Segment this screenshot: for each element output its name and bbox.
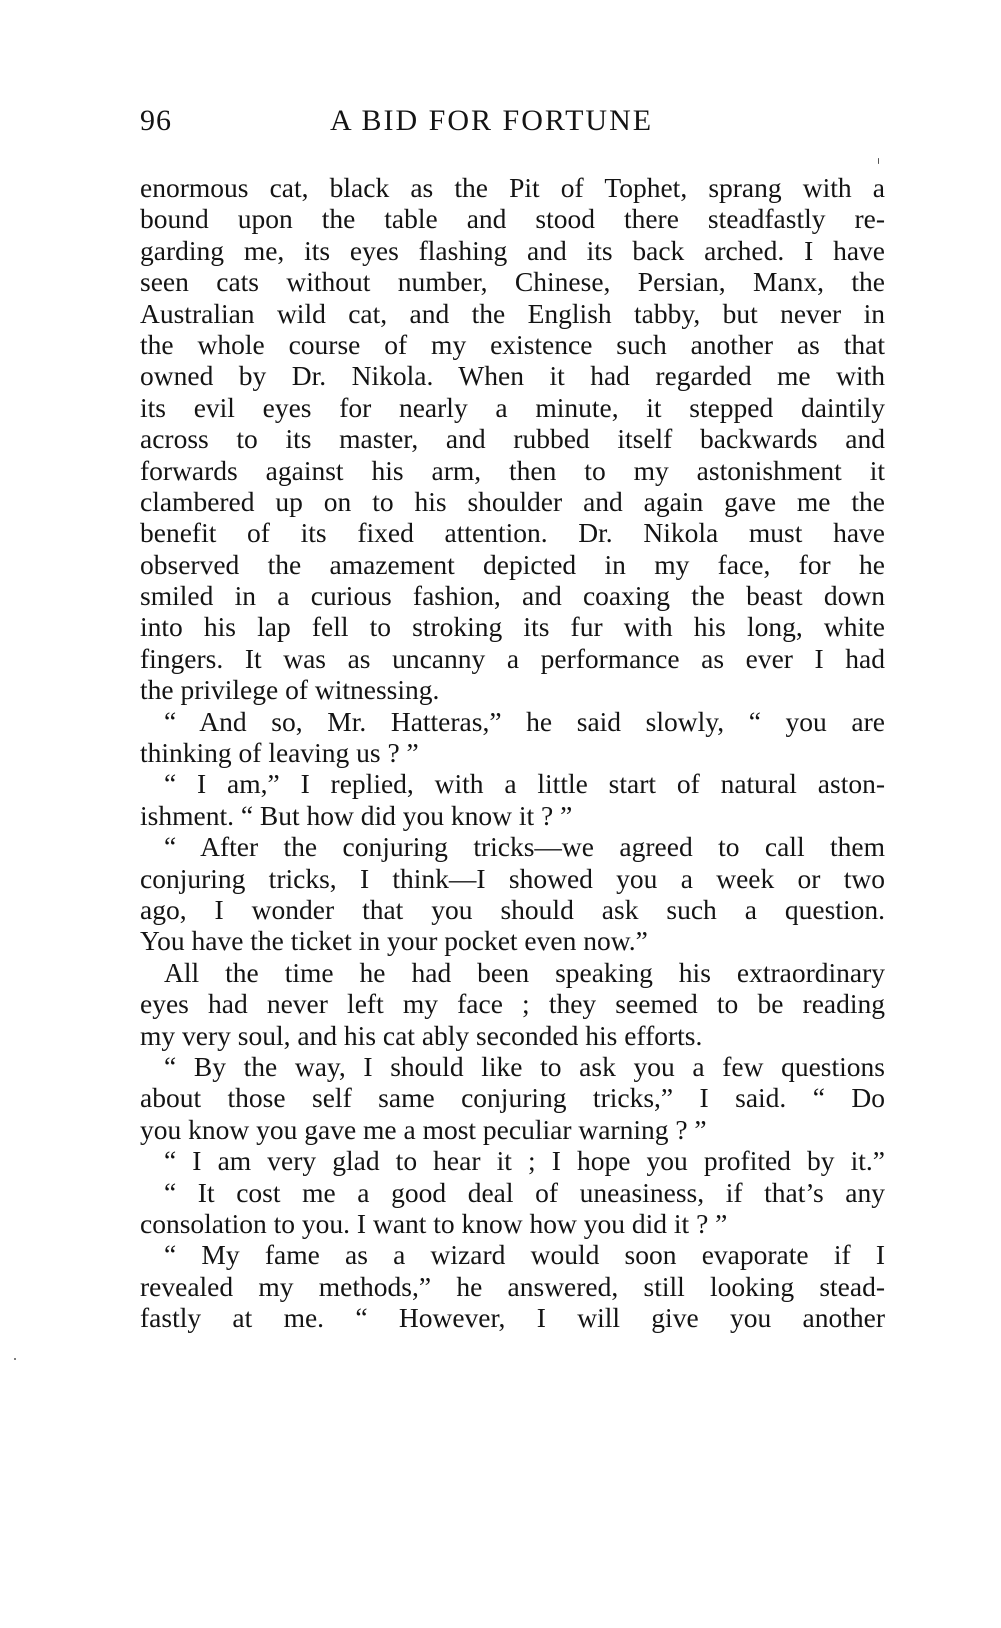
text-line: its evil eyes for nearly a minute, it stepped daintily bbox=[140, 391, 885, 423]
text-line: forwards against his arm, then to my astonishment it bbox=[140, 454, 885, 486]
text-line: fingers. It was as uncanny a performance as ever I had bbox=[140, 642, 885, 674]
text-line: my very soul, and his cat ably seconded his efforts. bbox=[140, 1019, 703, 1051]
text-line: into his lap fell to stroking its fur with his long, white bbox=[140, 611, 885, 643]
text-line: “ And so, Mr. Hatteras,” he said slowly, “ you are bbox=[164, 705, 885, 737]
text-line: “ By the way, I should like to ask you a few questions bbox=[164, 1050, 885, 1082]
text-line: across to its master, and rubbed itself backwards and bbox=[140, 423, 885, 455]
text-line: consolation to you. I want to know how you did it ? ” bbox=[140, 1207, 728, 1239]
text-line: owned by Dr. Nikola. When it had regarded me with bbox=[140, 360, 885, 392]
book-title: A BID FOR FORTUNE bbox=[330, 104, 654, 137]
text-line: observed the amazement depicted in my face, for he bbox=[140, 548, 885, 580]
text-line: seen cats without number, Chinese, Persian, Manx, the bbox=[140, 266, 885, 298]
text-line: You have the ticket in your pocket even now.” bbox=[140, 925, 648, 957]
running-head bbox=[140, 104, 885, 144]
scan-speck bbox=[878, 158, 879, 164]
text-line: ago, I wonder that you should ask such a question. bbox=[140, 893, 885, 925]
text-line: “ My fame as a wizard would soon evaporate if I bbox=[164, 1239, 885, 1271]
text-line: ishment. “ But how did you know it ? ” bbox=[140, 799, 573, 831]
text-line: conjuring tricks, I think—I showed you a week or two bbox=[140, 862, 885, 894]
body-text bbox=[140, 172, 885, 1333]
text-line: “ It cost me a good deal of uneasiness, if that’s any bbox=[164, 1176, 885, 1208]
text-line: the whole course of my existence such another as that bbox=[140, 328, 885, 360]
text-line: “ I am,” I replied, with a little start of natural aston- bbox=[164, 768, 885, 800]
text-line: “ I am very glad to hear it ; I hope you profited by it.” bbox=[164, 1145, 885, 1177]
text-line: “ After the conjuring tricks—we agreed to call them bbox=[164, 831, 885, 863]
text-line: All the time he had been speaking his extraordinary bbox=[164, 956, 885, 988]
text-line: bound upon the table and stood there steadfastly re- bbox=[140, 203, 885, 235]
text-line: about those self same conjuring tricks,” I said. “ Do bbox=[140, 1082, 885, 1114]
text-line: fastly at me. “ However, I will give you another bbox=[140, 1302, 885, 1334]
text-line: benefit of its fixed attention. Dr. Nikola must have bbox=[140, 517, 885, 549]
text-line: Australian wild cat, and the English tabby, but never in bbox=[140, 297, 885, 329]
text-line: thinking of leaving us ? ” bbox=[140, 737, 419, 769]
text-line: the privilege of witnessing. bbox=[140, 674, 440, 706]
page-number: 96 bbox=[140, 104, 172, 137]
scan-speck bbox=[14, 1358, 16, 1360]
text-line: clambered up on to his shoulder and again gave me the bbox=[140, 485, 885, 517]
text-line: garding me, its eyes flashing and its back arched. I have bbox=[140, 234, 885, 266]
text-line: enormous cat, black as the Pit of Tophet, sprang with a bbox=[140, 172, 885, 203]
text-line: you know you gave me a most peculiar warning ? ” bbox=[140, 1113, 707, 1145]
text-line: smiled in a curious fashion, and coaxing the beast down bbox=[140, 580, 885, 612]
text-line: eyes had never left my face ; they seemed to be reading bbox=[140, 988, 885, 1020]
text-line: revealed my methods,” he answered, still looking stead- bbox=[140, 1270, 885, 1302]
